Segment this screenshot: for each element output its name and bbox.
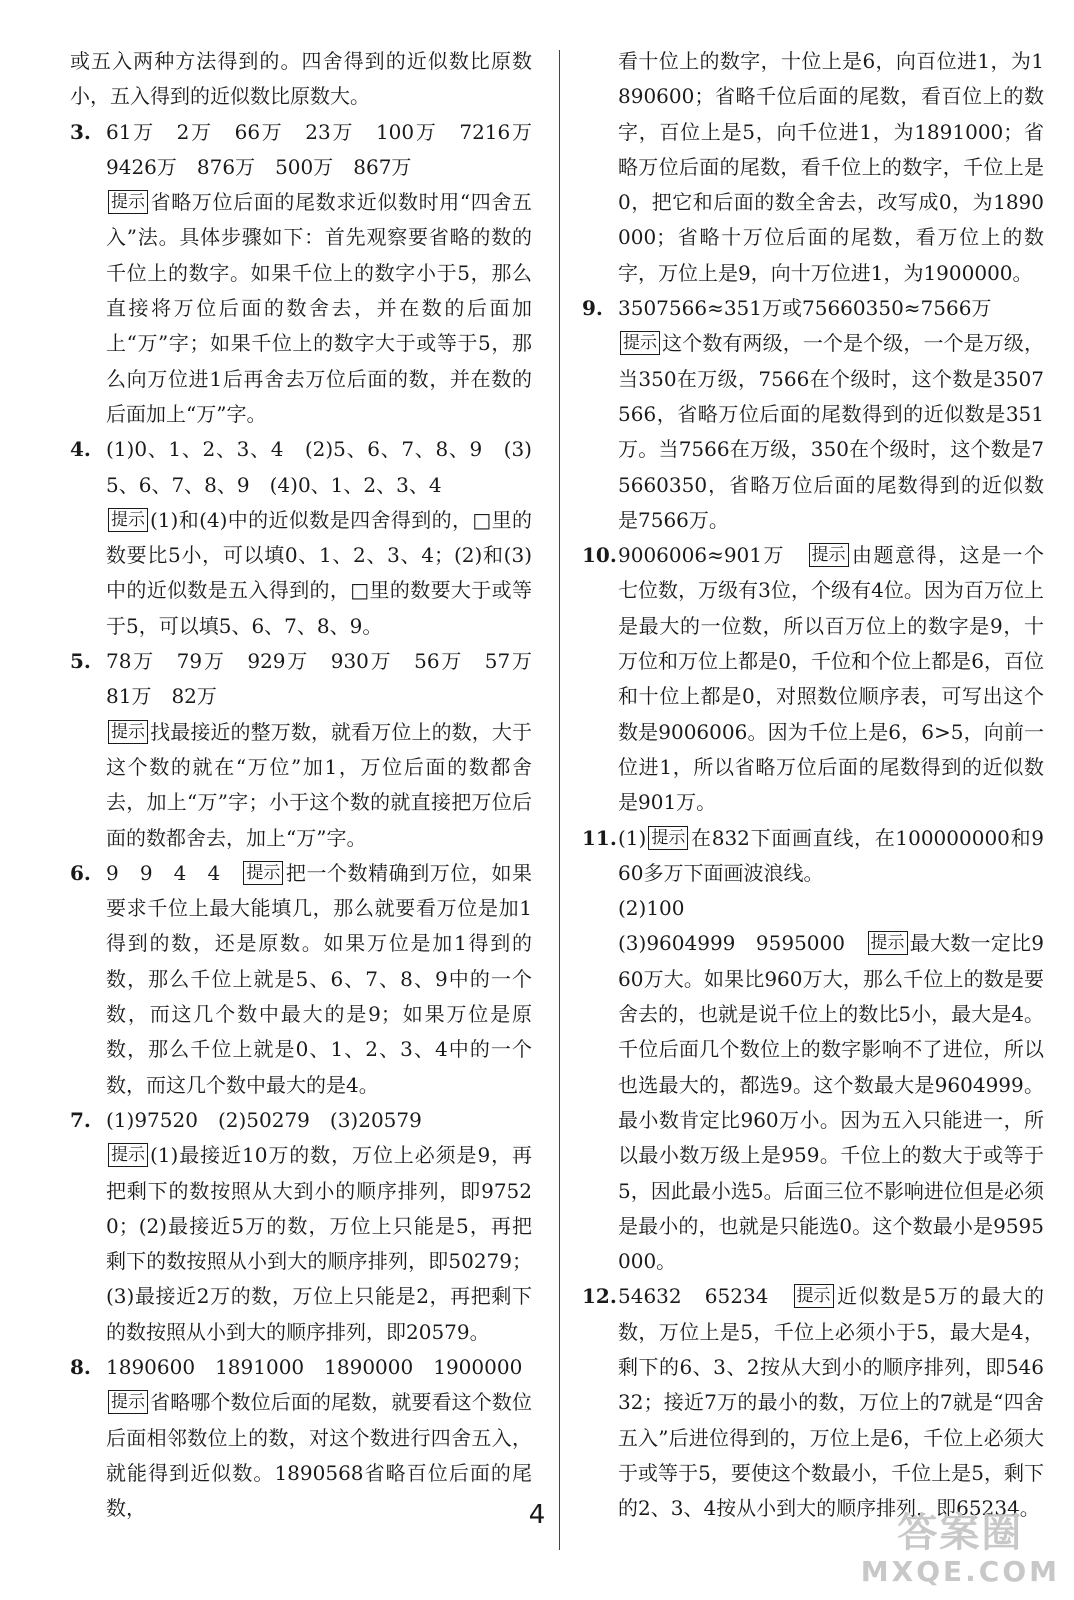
hint-7 [70,1138,532,1350]
watermark-brand: 答案圈 [897,1510,1024,1556]
item-7 [70,1103,532,1138]
hint-label: 提示 [108,720,148,744]
para-l0: 或五入两种方法得到的。四舍得到的近似数比原数小，五入得到的近似数比原数大。 [70,49,532,109]
answer-text: (2)100 [618,896,685,921]
hint-text: 提示 (1)和(4)中的近似数是四舍得到的，□里的数要比5小，可以填0、1、2、3、4；(2)和(3)中的近似数是五入得到的，□里的数要大于或等于5，可以填5、6、7、8、9。 [106,507,532,638]
hint-text: 看十位上的数字，十位上是6，向百位进1，为1890600；省略千位后面的尾数，看百位上的数字，百位上是5，向千位进1，为1891000；省略万位后面的尾数，看千位上的数字，千位上是0，把它和后面的数全舍去，改写成0，为1890000；省略十万位后面的尾数，看万位上的数字，万位上是9，向十万位进1，为1900000。 [618,49,1044,285]
hint-text: 提示 这个数有两级，一个是个级，一个是万级，当350在万级，7566在个级时，这个数是3507566，省略万位后面的尾数得到的近似数是351万。当7566在万级，350在个级时，这个数是75660350，省略万位后面的尾数得到的近似数是7566万。 [618,331,1044,532]
left-column [70,44,552,1526]
hint-label: 提示 [648,826,688,850]
item-number: 7. [70,1107,91,1132]
hint-label: 提示 [108,1390,148,1414]
answer-text: (1)97520 (2)50279 (3)20579 [106,1107,422,1132]
item-6 [70,856,532,1103]
hint-text: 提示 (1)最接近10万的数，万位上必须是9，再把剩下的数按照从大到小的顺序排列，即97520；(2)最接近5万的数，万位上只能是5，再把剩下的数按照从小到大的顺序排列，即50279；(3)最接近2万的数，万位上只能是2，再把剩下的数按照从小到大的顺序排列，即20579。 [106,1143,532,1344]
hint-4 [70,503,532,644]
item-number: 6. [70,860,91,885]
item-8 [70,1350,532,1385]
watermark-logo [861,1511,1060,1588]
hint-9 [582,326,1044,538]
answer-text: 9 9 4 4 提示 把一个数精确到万位，如果要求千位上最大能填几，那么就要看万位是加1得到的数，还是原数。如果万位是加1得到的数，那么千位上就是5、6、7、8、9中的一个数，而这几个数中最大的是9；如果万位是原数，那么千位上就是0、1、2、3、4中的一个数，而这几个数中最大的是4。 [106,860,532,1097]
answer-text: 1890600 1891000 1890000 1900000 [106,1354,523,1379]
answer-text: 9006006≈901万 提示 由题意得，这是一个七位数，万级有3位，个级有4位。因为百万位上是最大的一位数，所以百万位上的数字是9，十万位和万位上都是0，千位和个位上都是6，百位和十位上都是0，对照数位顺序表，可写出这个数是9006006。因为千位上是6，6>5，向前一位进1，所以省略万位后面的尾数得到的近似数是901万。 [618,543,1044,815]
answer-text: (1) 提示 在832下面画直线，在100000000和960多万下面画波浪线。 [618,825,1044,885]
column-divider [559,50,560,1550]
hint-label: 提示 [243,861,283,885]
answer-text: (1)0、1、2、3、4 (2)5、6、7、8、9 (3)5、6、7、8、9 (4)0、1、2、3、4 [106,437,532,497]
item-number: 3. [70,119,91,144]
item-11 [582,821,1044,892]
item-3 [70,115,552,186]
hint-label: 提示 [794,1284,834,1308]
item-5 [70,644,552,715]
hint-label: 提示 [809,543,849,567]
answer-text: 61万 2万 66万 23万 100万 7216万 9426万 876万 500万 867万 [106,119,552,179]
item-4 [70,432,532,503]
watermark-site: MXQE.COM [860,1555,1060,1588]
hint-5 [70,715,532,856]
right-column [582,44,1044,1526]
item-12 [582,1279,1044,1526]
answer-text: 78万 79万 929万 930万 56万 57万 81万 82万 [106,649,552,709]
answer-text: (3)9604999 9595000 提示 最大数一定比960万大。如果比960万大，那么千位上的数是要舍去的，也就是说千位上的数比5小，最大是4。千位后面几个数位上的数字影响不了进位，所以也选最大的，都选9。这个数最大是9604999。最小数肯定比960万小。因为五入只能进一，所以最小数万级上是959。千位上的数大于或等于5，因此最小选5。后面三位不影响进位但是必须是最小的，也就是只能选0。这个数最小是9595000。 [618,931,1044,1274]
item-11-2 [582,891,1044,926]
item-number: 4. [70,437,91,462]
item-number: 9. [582,296,603,321]
hint-3 [70,185,532,432]
item-number: 11. [582,825,617,850]
item-9 [582,291,1044,326]
hint-text: 提示 省略万位后面的尾数求近似数时用“四舍五入”法。具体步骤如下：首先观察要省略的数的千位上的数字。如果千位上的数字小于5，那么直接将万位后面的数舍去，并在数的后面加上“万”字；如果千位上的数字大于或等于5，那么向万位进1后再舍去万位后面的数，并在数的后面加上“万”字。 [106,190,532,426]
hint-label: 提示 [108,1143,148,1167]
item-10 [582,538,1044,820]
hint-label: 提示 [108,190,148,214]
item-number: 8. [70,1354,91,1379]
answer-text: 3507566≈351万或75660350≈7566万 [618,296,992,321]
hint-text: 提示 省略哪个数位后面的尾数，就要看这个数位后面相邻数位上的数，对这个数进行四舍五入，就能得到近似数。1890568省略百位后面的尾数， [106,1390,532,1521]
item-11-3 [582,926,1044,1279]
item-number: 5. [70,649,91,674]
hint-text: 提示 找最接近的整万数，就看万位上的数，大于这个数的就在“万位”加1，万位后面的数都舍去，加上“万”字；小于这个数的就直接把万位后面的数都舍去，加上“万”字。 [106,719,532,850]
hint-label: 提示 [620,331,660,355]
item-number: 10. [582,543,617,568]
hint-label: 提示 [108,508,148,532]
hint-8-cont [582,44,1044,291]
answer-text: 54632 65234 提示 近似数是5万的最大的数，万位上是5，千位上必须小于5，最大是4，剩下的6、3、2按从大到小的顺序排列，即54632；接近7万的最小的数，万位上的7就是“四舍五入”后进位得到的，万位上是6，千位上必须大于或等于5，要使这个数最小，千位上是5，剩下的2、3、4按从小到大的顺序排列，即65234。 [618,1284,1044,1521]
item-number: 12. [582,1284,617,1309]
hint-label: 提示 [868,931,908,955]
page-number: 4 [528,1500,546,1530]
